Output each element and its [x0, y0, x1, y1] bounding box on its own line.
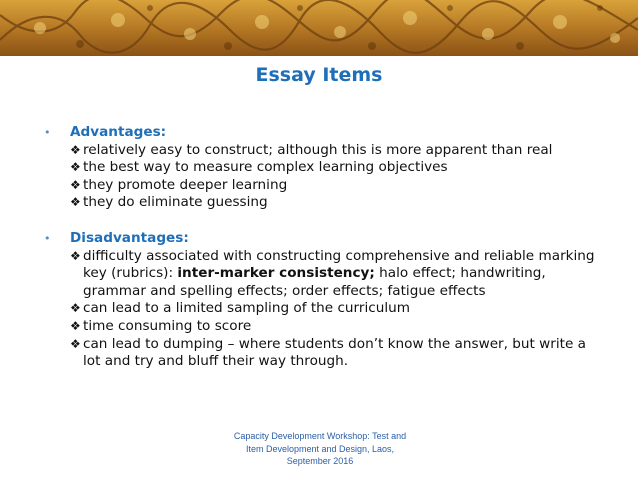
list-item-text: the best way to measure complex learning objectives: [83, 159, 448, 176]
diamond-bullet-icon: ❖: [70, 195, 81, 210]
bullet-dot-icon: •: [44, 126, 51, 139]
footer-line: Item Development and Design, Laos,: [245, 443, 395, 454]
ornamental-banner: [0, 0, 638, 56]
list-item-text: they promote deeper learning: [83, 176, 288, 193]
advantages-heading: Advantages:: [70, 124, 167, 140]
diamond-bullet-icon: ❖: [70, 336, 81, 351]
advantages-section: [44, 124, 604, 212]
list-item-text: can lead to a limited sampling of the curriculum: [83, 300, 410, 317]
list-item-text: halo effect; handwriting, grammar and spelling effects; order effects; fatigue effects: [83, 265, 546, 299]
emphasis-text: inter-marker consistency;: [177, 265, 375, 282]
footer-line: Capacity Development Workshop: Test and: [233, 431, 407, 441]
diamond-bullet-icon: ❖: [70, 177, 81, 192]
list-item-text: they do eliminate guessing: [83, 194, 268, 211]
list-item: [70, 142, 604, 160]
list-item: [70, 194, 604, 212]
slide-content: [44, 124, 604, 371]
bullet-dot-icon: •: [44, 231, 51, 245]
diamond-bullet-icon: ❖: [70, 248, 81, 263]
list-item: [70, 318, 604, 336]
carved-pattern-decoration: [0, 0, 638, 56]
list-item-text: relatively easy to construct; although this is more apparent than real: [83, 141, 553, 158]
slide-footer: [204, 430, 436, 468]
footer-line: September 2016: [286, 456, 354, 466]
diamond-bullet-icon: ❖: [70, 142, 81, 157]
list-item-text: difficulty associated with constructing comprehensive and reliable marking key (rubrics):: [83, 247, 595, 282]
list-item-text: time consuming to score: [83, 317, 252, 334]
list-item: [70, 336, 604, 371]
disadvantages-section: [44, 230, 604, 371]
diamond-bullet-icon: ❖: [70, 301, 81, 316]
list-item-text: can lead to dumping – where students don’t know the answer, but write a lot and try and bluff their way through.: [83, 335, 587, 370]
list-item: [70, 177, 604, 195]
slide-title: Essay Items: [255, 64, 383, 86]
list-item: [70, 248, 604, 301]
diamond-bullet-icon: ❖: [70, 318, 81, 333]
list-item: [70, 159, 604, 177]
list-item: [70, 300, 604, 318]
disadvantages-heading: Disadvantages:: [70, 229, 189, 246]
diamond-bullet-icon: ❖: [70, 160, 81, 175]
